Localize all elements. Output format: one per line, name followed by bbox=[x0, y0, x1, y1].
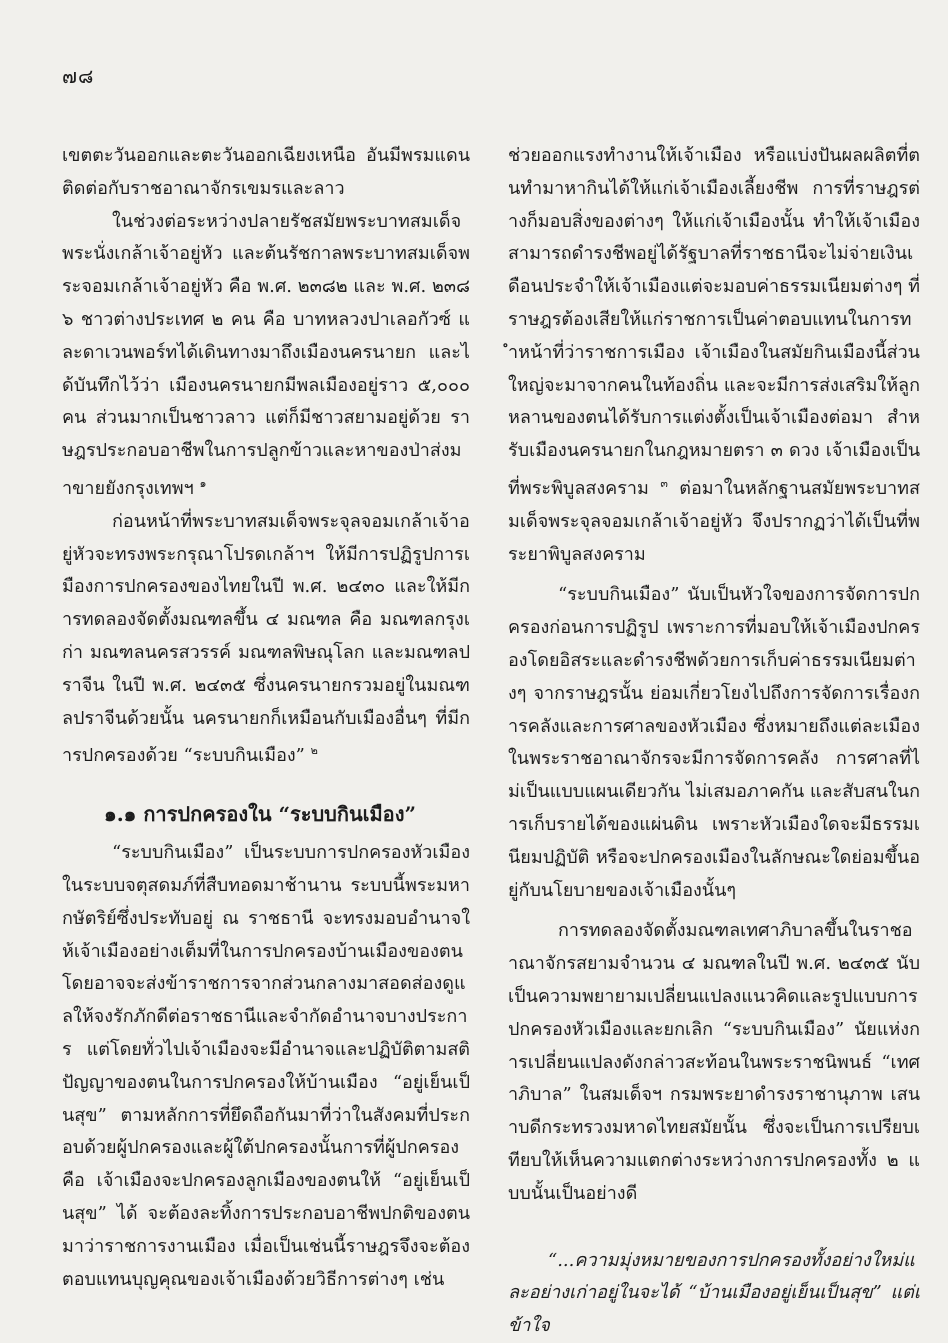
quote: “...ความมุ่งหมายของการปกครองทั้งอย่างใหม่และอย่างเก่าอยู่ในจะได้ “บ้านเมืองอยู่เย็นเป็นสุข” แต่เข้าใจ bbox=[508, 1249, 920, 1337]
paragraph: “ระบบกินเมือง” เป็นระบบการปกครองหัวเมืองในระบบจตุสดมภ์ที่สืบทอดมาช้านาน ระบบนี้พระมหากษัตริย์ซึ่งประทับอยู่ ณ ราชธานี จะทรงมอบอำนาจให้เจ้าเมืองอย่างเต็มที่ในการปกครองบ้านเมืองของตน โดยอาจจะส่งข้าราชการจากส่วนกลางมาสอดส่องดูแลให้จงรักภักดีต่อราชธานีและจำกัดอำนาจบางประการ แต่โดยทั่วไปเจ้าเมืองจะมีอำนาจและปฏิบัติตามสติปัญญาของตนในการปกครองให้บ้านเมือง “อยู่เย็นเป็นสุข” ตามหลักการที่ยึดถือกันมาที่ว่าในสังคมที่ประกอบด้วยผู้ปกครองและผู้ใต้ปกครองนั้นการที่ผู้ปกครองคือ เจ้าเมืองจะปกครองลูกเมืองของตนให้ “อยู่เย็นเป็นสุข” ได้ จะต้องละทิ้งการประกอบอาชีพปกติของตนมาว่าราชการงานเมือง เมื่อเป็นเช่นนี้ราษฎรจึงจะต้องตอบแทนบุญคุณของเจ้าเมืองด้วยวิธีการต่างๆ เช่น bbox=[62, 842, 470, 1290]
paragraph: “ระบบกินเมือง” นับเป็นหัวใจของการจัดการปกครองก่อนการปฏิรูป เพราะการที่มอบให้เจ้าเมืองปกครองโดยอิสระและดำรงชีพด้วยการเก็บค่าธรรมเนียมต่างๆ จากราษฎรนั้น ย่อมเกี่ยวโยงไปถึงการจัดการเรื่องการคลังและการศาลของหัวเมือง ซึ่งหมายถึงแต่ละเมืองในพระราชอาณาจักรจะมีการจัดการคลัง การศาลที่ไม่เป็นแบบแผนเดียวกัน ไม่เสมอภาคกัน และสับสนในการเก็บรายได้ของแผ่นดิน เพราะหัวเมืองใดจะมีธรรมเนียมปฏิบัติ หรือจะปกครองเมืองในลักษณะใดย่อมขึ้นอยู่กับนโยบายของเจ้าเมืองนั้นๆ bbox=[508, 584, 920, 901]
paragraph bbox=[62, 506, 470, 773]
page-number: ๗๘ bbox=[62, 64, 95, 88]
paragraph-text: ช่วยออกแรงทำงานให้เจ้าเมือง หรือแบ่งปันผลผลิตที่ตนทำมาหากินได้ให้แก่เจ้าเมืองเลี้ยงชีพ การที่ราษฎรต่างก็มอบสิ่งของต่างๆ ให้แก่เจ้าเมืองนั้น ทำให้เจ้าเมืองสามารถดำรงชีพอยู่ได้รัฐบาลที่ราชธานีจะไม่จ่ายเงินเดือนประจำให้เจ้าเมืองแต่จะมอบค่าธรรมเนียมต่างๆ ที่ราษฎรต้องเสียให้แก่ราชการเป็นค่าตอบแทนในการทำหน้าที่ว่าราชการเมือง เจ้าเมืองในสมัยกินเมืองนี้ส่วนใหญ่จะมาจากคนในท้องถิ่น และจะมีการส่งเสริมให้ลูกหลานของตนได้รับการแต่งตั้งเป็นเจ้าเมืองต่อมา สำหรับเมืองนครนายกในกฎหมายตรา ๓ ดวง เจ้าเมืองเป็นที่พระพิบูลสงคราม bbox=[508, 145, 920, 499]
paragraph-text: ในช่วงต่อระหว่างปลายรัชสมัยพระบาทสมเด็จพระนั่งเกล้าเจ้าอยู่หัว และต้นรัชกาลพระบาทสมเด็จพระจอมเกล้าเจ้าอยู่หัว คือ พ.ศ. ๒๓๘๒ และ พ.ศ. ๒๓๘๖ ชาวต่างประเทศ ๒ คน คือ บาทหลวงปาเลอกัวซ์ และดาเวนพอร์ทได้เดินทางมาถึงเมืองนครนายก และได้บันทึกไว้ว่า เมืองนครนายกมีพลเมืองอยู่ราว ๕,๐๐๐ คน ส่วนมากเป็นชาวลาว แต่ก็มีชาวสยามอยู่ด้วย ราษฎรประกอบอาชีพในการปลูกข้าวและหาของป่าส่งมาขายยังกรุงเทพฯ bbox=[62, 210, 470, 499]
footnote-marker: ๒ bbox=[310, 744, 318, 758]
section-heading: ๑.๑ การปกครองใน “ระบบกินเมือง” bbox=[104, 802, 416, 827]
paragraph: เขตตะวันออกและตะวันออกเฉียงเหนือ อันมีพรมแดนติดต่อกับราชอาณาจักรเขมรและลาว bbox=[62, 145, 470, 199]
paragraph: การทดลองจัดตั้งมณฑลเทศาภิบาลขึ้นในราชอาณาจักรสยามจำนวน ๔ มณฑลในปี พ.ศ. ๒๔๓๕ นับเป็นความพยายามเปลี่ยนแปลงแนวคิดและรูปแบบการปกครองหัวเมืองและยกเลิก “ระบบกินเมือง” นัยแห่งการเปลี่ยนแปลงดังกล่าวสะท้อนในพระราชนิพนธ์ “เทศาภิบาล” ในสมเด็จฯ กรมพระยาดำรงราชานุภาพ เสนาบดีกระทรวงมหาดไทยสมัยนั้น ซึ่งจะเป็นการเปรียบเทียบให้เห็นความแตกต่างระหว่างการปกครองทั้ง ๒ แบบนั้นเป็นอย่างดี bbox=[508, 920, 920, 1204]
paragraph bbox=[62, 206, 470, 506]
paragraph-text: ก่อนหน้าที่พระบาทสมเด็จพระจุลจอมเกล้าเจ้าอยู่หัวจะทรงพระกรุณาโปรดเกล้าฯ ให้มีการปฏิรูปการเมืองการปกครองของไทยในปี พ.ศ. ๒๔๓๐ และให้มีการทดลองจัดตั้งมณฑลขึ้น ๔ มณฑล คือ มณฑลกรุงเก่า มณฑลนครสวรรค์ มณฑลพิษณุโลก และมณฑลปราจีน ในปี พ.ศ. ๒๔๓๕ ซึ่งนครนายกรวมอยู่ในมณฑลปราจีนด้วยนั้น นครนายกก็เหมือนกับเมืองอื่นๆ ที่มีการปกครองด้วย “ระบบกินเมือง” bbox=[62, 510, 470, 767]
footnote-marker: ๑ bbox=[199, 476, 207, 490]
footnote-marker: ๓ bbox=[660, 476, 668, 490]
left-column bbox=[62, 140, 470, 1296]
paragraph bbox=[508, 140, 920, 571]
right-column bbox=[508, 140, 920, 1343]
paragraph-text: ต่อมาในหลักฐานสมัยพระบาทสมเด็จพระจุลจอมเกล้าเจ้าอยู่หัว จึงปรากฏว่าได้เป็นที่พระยาพิบูลสงคราม bbox=[508, 477, 920, 565]
